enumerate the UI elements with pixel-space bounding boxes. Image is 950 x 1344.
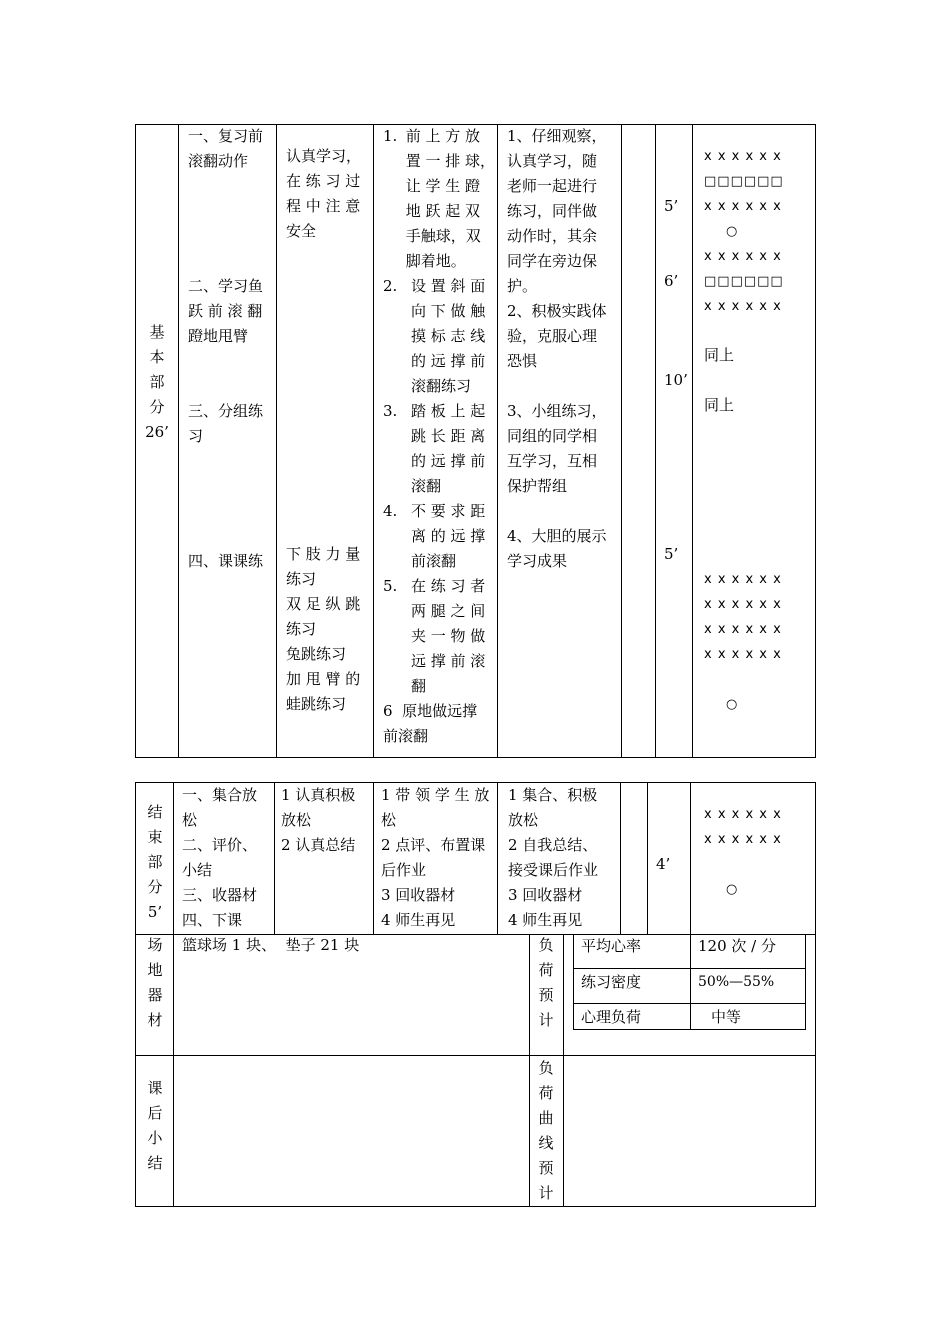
label-char: 计 xyxy=(538,1184,554,1202)
learner-line: 恐惧 xyxy=(507,352,538,370)
student-line: 放松 xyxy=(281,811,312,829)
summary-label xyxy=(140,1076,170,1176)
content-line xyxy=(188,174,274,199)
label-char: 曲 xyxy=(538,1109,554,1127)
content-line xyxy=(188,374,274,399)
end-section-label xyxy=(140,800,170,925)
teacher-item-number: 2. xyxy=(383,277,398,295)
content-line xyxy=(188,224,274,249)
teacher-item xyxy=(383,399,495,499)
section-char: 部 xyxy=(149,373,165,391)
section-char: 5’ xyxy=(147,903,163,921)
label-char: 预 xyxy=(538,1159,554,1177)
teacher-item xyxy=(383,574,495,699)
section-char: 束 xyxy=(147,828,163,846)
end-content-column xyxy=(182,783,272,933)
formation-row: x x x x x x xyxy=(704,832,782,847)
load-estimate-label xyxy=(531,933,561,1033)
learner-line: 护。 xyxy=(507,277,538,295)
learner-line: 接受课后作业 xyxy=(508,861,599,879)
content-line: 三、收器材 xyxy=(182,886,258,904)
teacher-item-line: 滚翻练习 xyxy=(411,377,472,395)
teacher-item xyxy=(383,499,495,574)
basic-section-label xyxy=(140,320,174,445)
teacher-item-number: 4. xyxy=(383,502,398,520)
time-3: 10’ xyxy=(664,371,688,389)
teacher-line: 1 带 领 学 生 放 xyxy=(381,786,490,804)
student-line: 双 足 纵 跳 xyxy=(286,595,361,613)
teacher-item-line: 前滚翻 xyxy=(411,552,457,570)
learner-line: 2 自我总结、 xyxy=(508,836,598,854)
load-value-heart-rate: 120 次 / 分 xyxy=(698,937,776,955)
student-line: 练习 xyxy=(286,570,317,588)
teacher-item-line: 让 学 生 蹬 xyxy=(405,177,480,195)
label-char: 器 xyxy=(147,986,163,1004)
load-name-heart-rate: 平均心率 xyxy=(581,937,642,955)
learner-line: 4 师生再见 xyxy=(508,911,583,929)
label-char: 结 xyxy=(147,1154,163,1172)
teacher-item-line: 夹 一 物 做 xyxy=(411,627,486,645)
end-formation-diagram xyxy=(704,802,812,902)
student-line: 在 练 习 过 xyxy=(286,172,361,190)
load-value-density: 50%—55% xyxy=(698,974,775,990)
learner-line: 2、积极实践体 xyxy=(507,302,607,320)
end-teacher-column xyxy=(381,783,495,933)
label-char: 荷 xyxy=(538,961,554,979)
student-line: 2 认真总结 xyxy=(281,836,356,854)
load-name-density: 练习密度 xyxy=(581,973,642,991)
learner-line: 学习成果 xyxy=(507,552,568,570)
content-line xyxy=(188,449,274,474)
formation-row: x x x x x x xyxy=(704,199,782,214)
teacher-line: 2 点评、布置课 xyxy=(381,836,486,854)
section-char: 分 xyxy=(147,878,163,896)
teacher-item-line: 踏 板 上 起 xyxy=(411,402,486,420)
content-line: 小结 xyxy=(182,861,213,879)
time-1: 5’ xyxy=(664,197,679,215)
time-2: 6’ xyxy=(664,272,679,290)
learner-line: 认真学习，随 xyxy=(507,152,598,170)
formation-row: x x x x x x xyxy=(704,597,782,612)
basic-content-column xyxy=(188,124,274,574)
learner-line: 1、仔细观察， xyxy=(507,127,607,145)
section-char: 本 xyxy=(149,348,165,366)
teacher-item xyxy=(383,274,495,399)
label-char: 场 xyxy=(147,936,163,954)
learner-line: 同组的同学相 xyxy=(507,427,598,445)
content-line xyxy=(188,524,274,549)
content-line: 松 xyxy=(182,811,198,829)
formation-row: □□□□□□ xyxy=(704,174,784,189)
student-line: 下 肢 力 量 xyxy=(286,545,361,563)
teacher-item-line: 向 下 做 触 xyxy=(411,302,486,320)
teacher-item-line: 不 要 求 距 xyxy=(411,502,486,520)
formation-row: x x x x x x xyxy=(704,299,782,314)
formation-diagram-b xyxy=(704,567,812,717)
basic-student-bottom xyxy=(286,542,368,717)
label-char: 负 xyxy=(538,936,554,954)
label-char: 计 xyxy=(538,1011,554,1029)
basic-teacher-column xyxy=(383,124,495,749)
formation-row: x x x x x x xyxy=(704,249,782,264)
teacher-line: 4 师生再见 xyxy=(381,911,456,929)
teacher-line: 3 回收器材 xyxy=(381,886,456,904)
teacher-item-line: 手触球，双 xyxy=(405,227,481,245)
label-char: 线 xyxy=(538,1134,554,1152)
label-char: 荷 xyxy=(538,1084,554,1102)
teacher-item-line: 摸 标 志 线 xyxy=(411,327,486,345)
teacher-item-line: 在 练 习 者 xyxy=(411,577,486,595)
learner-line: 保护帮组 xyxy=(507,477,568,495)
content-line: 一、集合放 xyxy=(182,786,258,804)
formation-row: □□□□□□ xyxy=(704,274,784,289)
label-char: 小 xyxy=(147,1129,163,1147)
formation-row: x x x x x x xyxy=(704,647,782,662)
formation-diagram-a xyxy=(704,144,812,319)
teacher-item-line: 远 撑 前 滚 xyxy=(411,652,486,670)
label-char: 材 xyxy=(147,1011,163,1029)
teacher-item-line: 前 上 方 放 xyxy=(405,127,480,145)
teacher-item-number: 5. xyxy=(383,577,398,595)
teacher-item-line: 两 腿 之 间 xyxy=(411,602,486,620)
content-line: 二、学习鱼 xyxy=(188,277,264,295)
content-line xyxy=(188,474,274,499)
teacher-item-line: 翻 xyxy=(411,677,427,695)
formation-row: x x x x x x xyxy=(704,572,782,587)
teacher-item xyxy=(383,124,495,274)
content-line: 四、课课练 xyxy=(188,552,264,570)
content-line: 滚翻动作 xyxy=(188,152,249,170)
learner-line: 放松 xyxy=(508,811,539,829)
section-char: 结 xyxy=(147,803,163,821)
learner-line: 1 集合、积极 xyxy=(508,786,598,804)
venue-equipment-text: 篮球场 1 块、 垫子 21 块 xyxy=(182,936,360,954)
content-line: 蹬地甩臂 xyxy=(188,327,249,345)
student-line: 程 中 注 意 xyxy=(286,197,361,215)
basic-student-top xyxy=(286,144,368,244)
label-char: 后 xyxy=(147,1104,163,1122)
teacher-line: 后作业 xyxy=(381,861,427,879)
content-line xyxy=(188,199,274,224)
load-name-psych: 心理负荷 xyxy=(581,1008,642,1026)
learner-line xyxy=(507,374,619,399)
teacher-item-number: 3. xyxy=(383,402,398,420)
load-value-psych: 中等 xyxy=(711,1008,742,1026)
section-char: 26’ xyxy=(145,423,169,441)
formation-row xyxy=(704,667,812,692)
time-4: 5’ xyxy=(664,545,679,563)
end-student-column xyxy=(281,783,371,858)
student-line: 蛙跳练习 xyxy=(286,695,347,713)
load-curve-label xyxy=(531,1056,561,1206)
teacher-item-line: 的 远 撑 前 xyxy=(411,452,486,470)
content-line: 一、复习前 xyxy=(188,127,264,145)
content-line: 四、下课 xyxy=(182,911,243,929)
content-line xyxy=(188,349,274,374)
content-line xyxy=(188,249,274,274)
teacher-last-line: 前滚翻 xyxy=(383,727,429,745)
learner-line: 3、小组练习， xyxy=(507,402,607,420)
teacher-item-line: 置 一 排 球， xyxy=(405,152,495,170)
student-line: 练习 xyxy=(286,620,317,638)
teacher-item-line: 的 远 撑 前 xyxy=(411,352,486,370)
section-char: 分 xyxy=(149,398,165,416)
basic-learner-column xyxy=(507,124,619,574)
label-char: 课 xyxy=(147,1079,163,1097)
learner-line: 4、大胆的展示 xyxy=(507,527,607,545)
end-time: 4’ xyxy=(656,855,671,873)
label-char: 负 xyxy=(538,1059,554,1077)
learner-line: 互学习，互相 xyxy=(507,452,598,470)
formation-row: ○ xyxy=(726,224,739,239)
learner-line: 动作时，其余 xyxy=(507,227,598,245)
student-line: 兔跳练习 xyxy=(286,645,347,663)
teacher-last-line: 6 原地做远撑 xyxy=(383,702,478,720)
student-line: 加 甩 臂 的 xyxy=(286,670,361,688)
teacher-item-line: 跳 长 距 离 xyxy=(411,427,486,445)
end-learner-column xyxy=(508,783,618,933)
student-line: 安全 xyxy=(286,222,317,240)
learner-line: 同学在旁边保 xyxy=(507,252,598,270)
teacher-item-number: 1. xyxy=(383,127,398,145)
section-char: 基 xyxy=(149,323,165,341)
learner-line: 3 回收器材 xyxy=(508,886,583,904)
learner-line xyxy=(507,499,619,524)
learner-line: 练习，同伴做 xyxy=(507,202,598,220)
content-line xyxy=(188,499,274,524)
label-char: 预 xyxy=(538,986,554,1004)
formation-row: ○ xyxy=(726,697,739,712)
content-line: 习 xyxy=(188,427,204,445)
formation-row: ○ xyxy=(726,882,739,897)
student-line: 认真学习， xyxy=(286,147,362,165)
same-as-above-2: 同上 xyxy=(704,396,735,414)
teacher-item-line: 设 置 斜 面 xyxy=(411,277,486,295)
venue-label xyxy=(140,933,170,1033)
formation-row: x x x x x x xyxy=(704,622,782,637)
teacher-item-line: 离 的 远 撑 xyxy=(411,527,486,545)
teacher-item-line: 脚着地。 xyxy=(405,252,466,270)
section-char: 部 xyxy=(147,853,163,871)
teacher-item-line: 地 跃 起 双 xyxy=(405,202,480,220)
formation-row xyxy=(704,852,812,877)
learner-line: 老师一起进行 xyxy=(507,177,598,195)
formation-row: x x x x x x xyxy=(704,149,782,164)
student-line: 1 认真积极 xyxy=(281,786,356,804)
teacher-line: 松 xyxy=(381,811,397,829)
formation-row: x x x x x x xyxy=(704,807,782,822)
same-as-above-1: 同上 xyxy=(704,346,735,364)
content-line: 三、分组练 xyxy=(188,402,264,420)
content-line: 跃 前 滚 翻 xyxy=(188,302,263,320)
teacher-item-line: 滚翻 xyxy=(411,477,442,495)
learner-line: 验，克服心理 xyxy=(507,327,598,345)
content-line: 二、评价、 xyxy=(182,836,258,854)
label-char: 地 xyxy=(147,961,163,979)
